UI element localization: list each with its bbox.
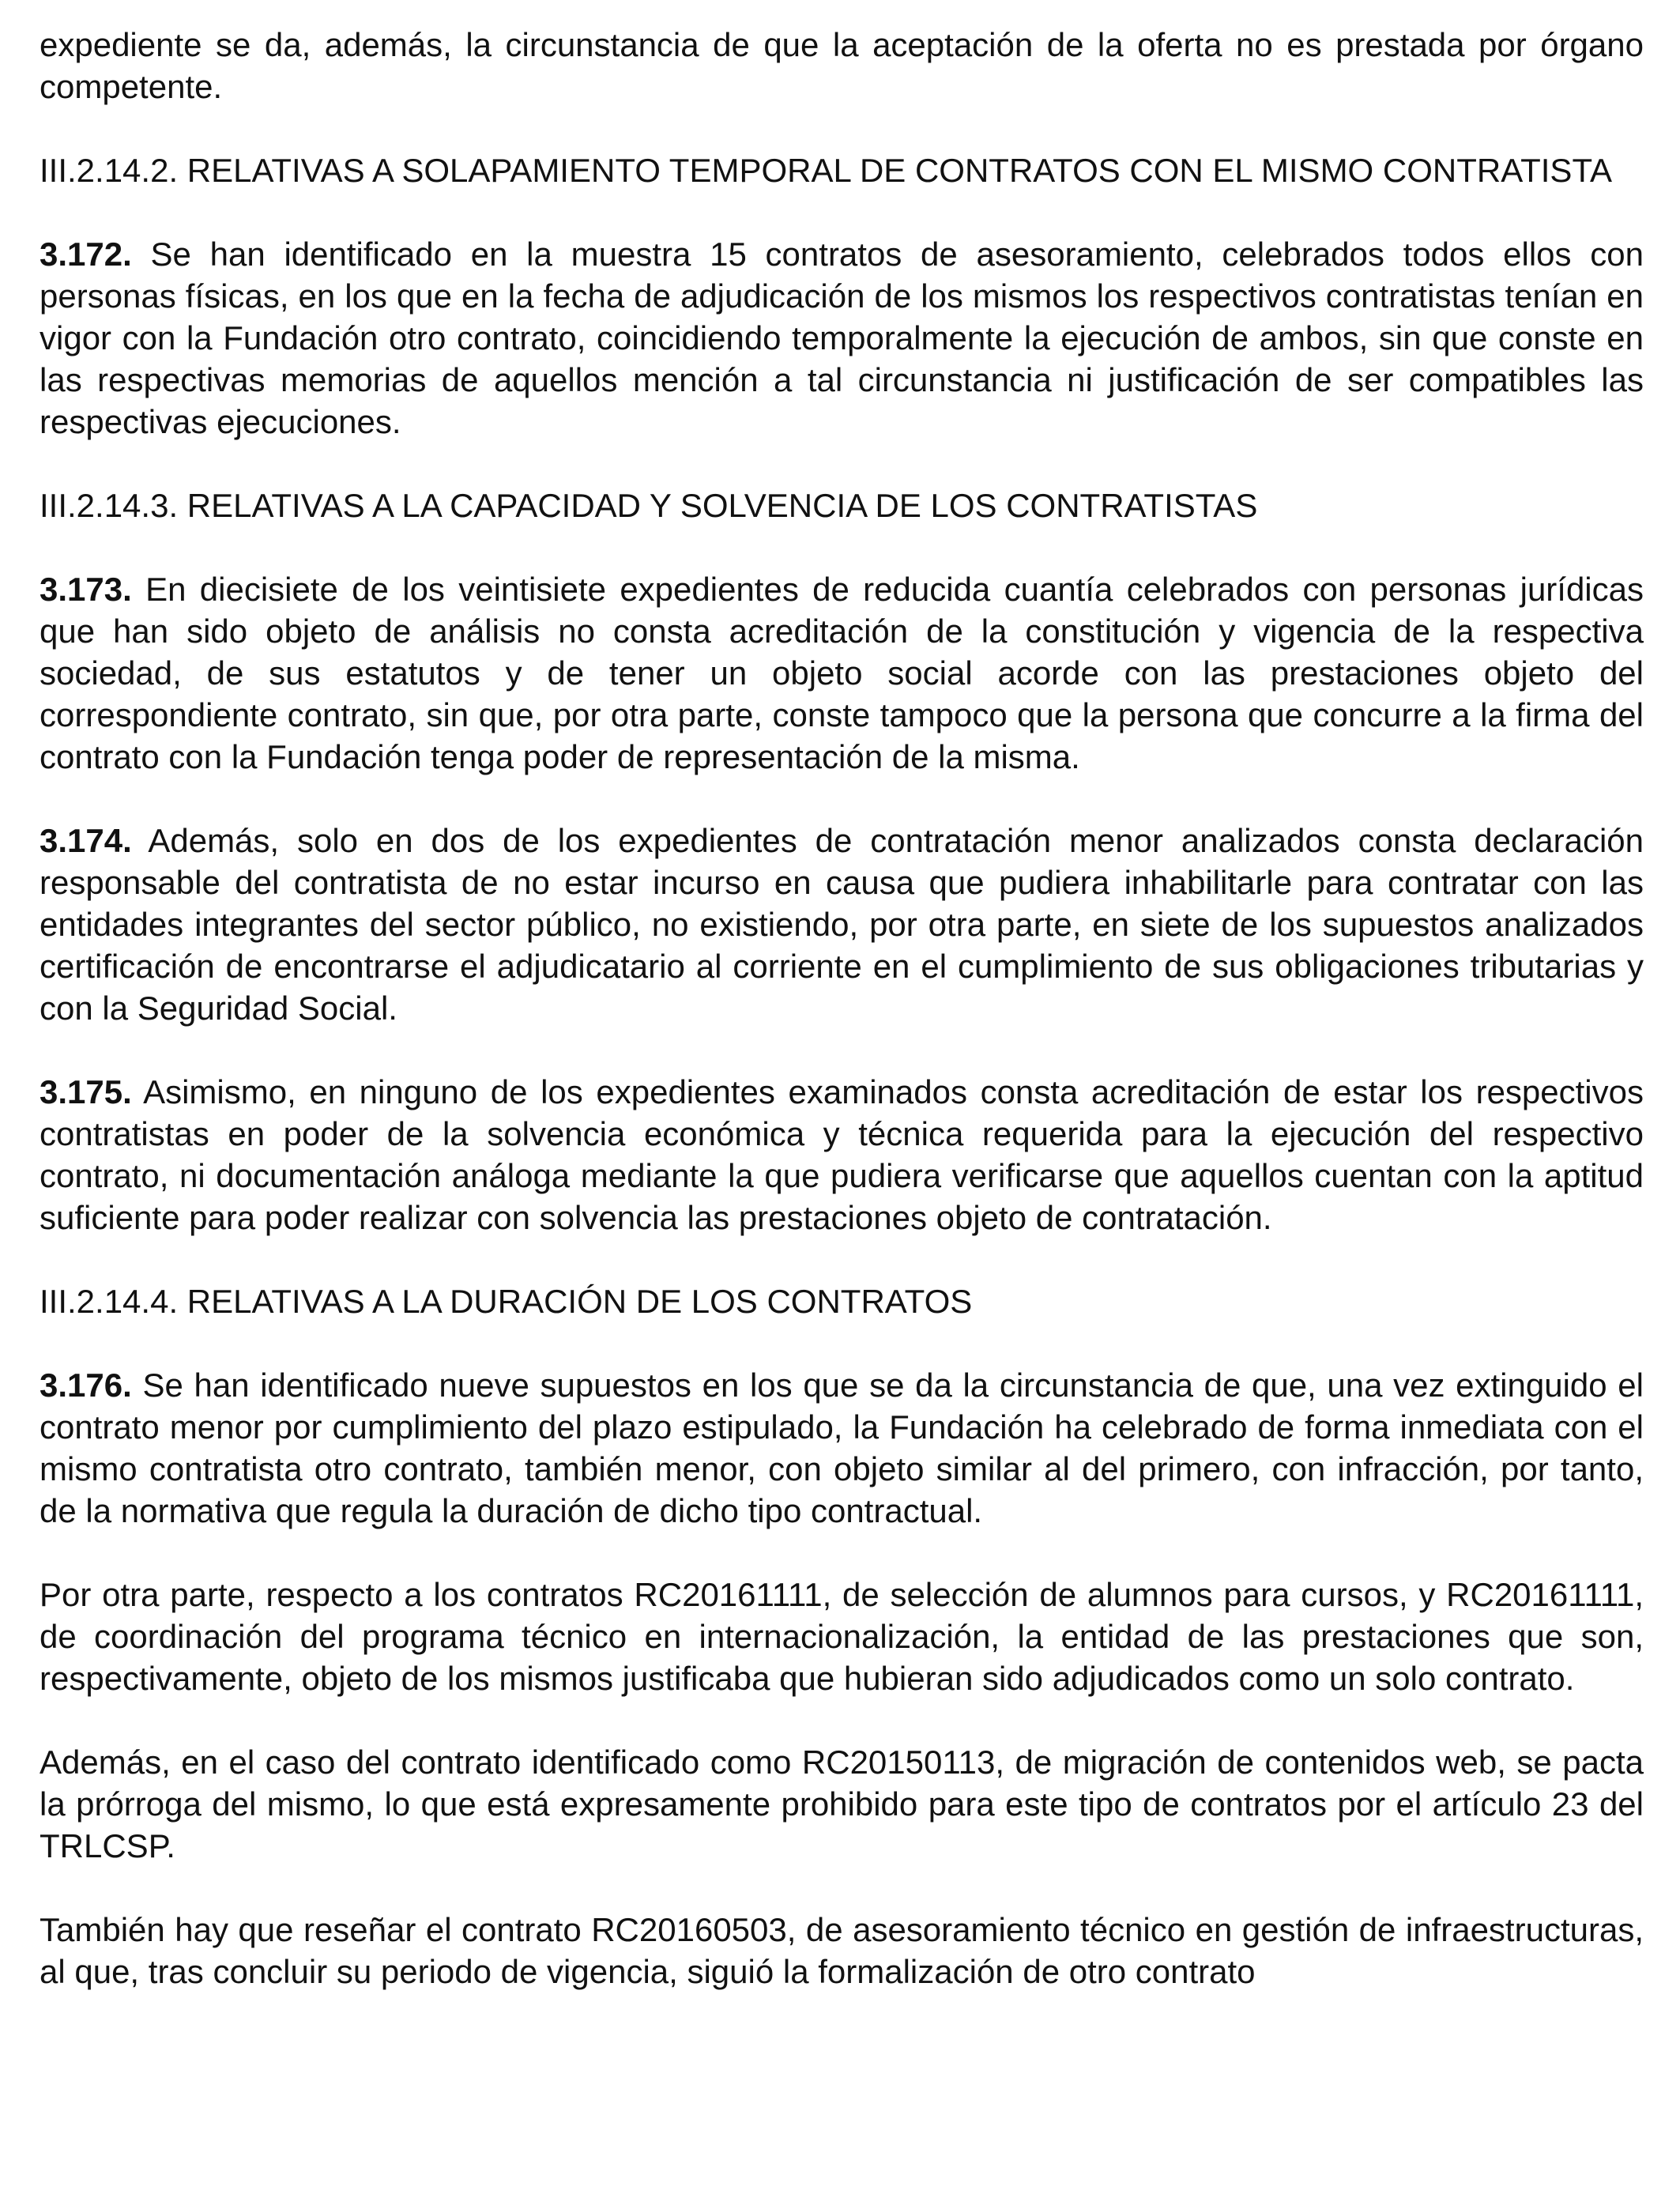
section-heading-iii-2-14-4 [40,1280,1644,1322]
section-heading-iii-2-14-2 [40,149,1644,191]
paragraph-continuation [40,24,1644,107]
document-page [40,24,1644,2034]
paragraph-3-175 [40,1071,1644,1238]
heading-text: III.2.14.2. RELATIVAS A SOLAPAMIENTO TEMPORAL DE CONTRATOS CON EL MISMO CONTRATISTA [40,152,1612,189]
paragraph-text: También hay que reseñar el contrato RC20160503, de asesoramiento técnico en gestión de infraestructuras, al que, tras concluir su periodo de vigencia, siguió la formalización de otro contrato [40,1911,1644,1990]
paragraph-number: 3.172. [40,236,132,273]
paragraph-text: Además, solo en dos de los expedientes de contratación menor analizados consta declaración responsable del contratista de no estar incurso en causa que pudiera inhabilitarle para contratar con las entidades integrantes del sector público, no existiendo, por otra parte, en siete de los supuestos analizados certificación de encontrarse el adjudicatario al corriente en el cumplimiento de sus obligaciones tributarias y con la Seguridad Social. [40,822,1644,1027]
paragraph-text: En diecisiete de los veintisiete expedientes de reducida cuantía celebrados con personas jurídicas que han sido objeto de análisis no consta acreditación de la constitución y vigencia de la respectiva sociedad, de sus estatutos y de tener un objeto social acorde con las prestaciones objeto del correspondiente contrato, sin que, por otra parte, conste tampoco que la persona que concurre a la firma del contrato con la Fundación tenga poder de representación de la misma. [40,571,1644,775]
paragraph-rc20160503 [40,1909,1644,1992]
paragraph-number: 3.175. [40,1073,132,1110]
paragraph-number: 3.174. [40,822,132,859]
paragraph-text: expediente se da, además, la circunstancia de que la aceptación de la oferta no es prestada por órgano competente. [40,26,1644,105]
paragraph-text: Por otra parte, respecto a los contratos RC20161111, de selección de alumnos para cursos, y RC20161111, de coordinación del programa técnico en internacionalización, la entidad de las prestaciones que son, respectivamente, objeto de los mismos justificaba que hubieran sido adjudicados como un solo contrato. [40,1576,1644,1697]
paragraph-number: 3.176. [40,1367,132,1404]
paragraph-3-172 [40,233,1644,443]
paragraph-rc20161111 [40,1574,1644,1699]
heading-text: III.2.14.4. RELATIVAS A LA DURACIÓN DE LOS CONTRATOS [40,1283,973,1320]
heading-text: III.2.14.3. RELATIVAS A LA CAPACIDAD Y SOLVENCIA DE LOS CONTRATISTAS [40,487,1258,524]
paragraph-text: Se han identificado en la muestra 15 contratos de asesoramiento, celebrados todos ellos con personas físicas, en los que en la fecha de adjudicación de los mismos los respectivos contratistas tenían en vigor con la Fundación otro contrato, coincidiendo temporalmente la ejecución de ambos, sin que conste en las respectivas memorias de aquellos mención a tal circunstancia ni justificación de ser compatibles las respectivas ejecuciones. [40,236,1644,440]
section-heading-iii-2-14-3 [40,484,1644,526]
paragraph-3-174 [40,820,1644,1029]
paragraph-3-173 [40,568,1644,778]
paragraph-text: Además, en el caso del contrato identificado como RC20150113, de migración de contenidos web, se pacta la prórroga del mismo, lo que está expresamente prohibido para este tipo de contratos por el artículo 23 del TRLCSP. [40,1744,1644,1864]
paragraph-text: Asimismo, en ninguno de los expedientes examinados consta acreditación de estar los respectivos contratistas en poder de la solvencia económica y técnica requerida para la ejecución del respectivo contrato, ni documentación análoga mediante la que pudiera verificarse que aquellos cuentan con la aptitud suficiente para poder realizar con solvencia las prestaciones objeto de contratación. [40,1073,1644,1236]
paragraph-rc20150113 [40,1741,1644,1867]
paragraph-number: 3.173. [40,571,132,608]
paragraph-text: Se han identificado nueve supuestos en los que se da la circunstancia de que, una vez extinguido el contrato menor por cumplimiento del plazo estipulado, la Fundación ha celebrado de forma inmediata con el mismo contratista otro contrato, también menor, con objeto similar al del primero, con infracción, por tanto, de la normativa que regula la duración de dicho tipo contractual. [40,1367,1644,1529]
paragraph-3-176 [40,1364,1644,1532]
